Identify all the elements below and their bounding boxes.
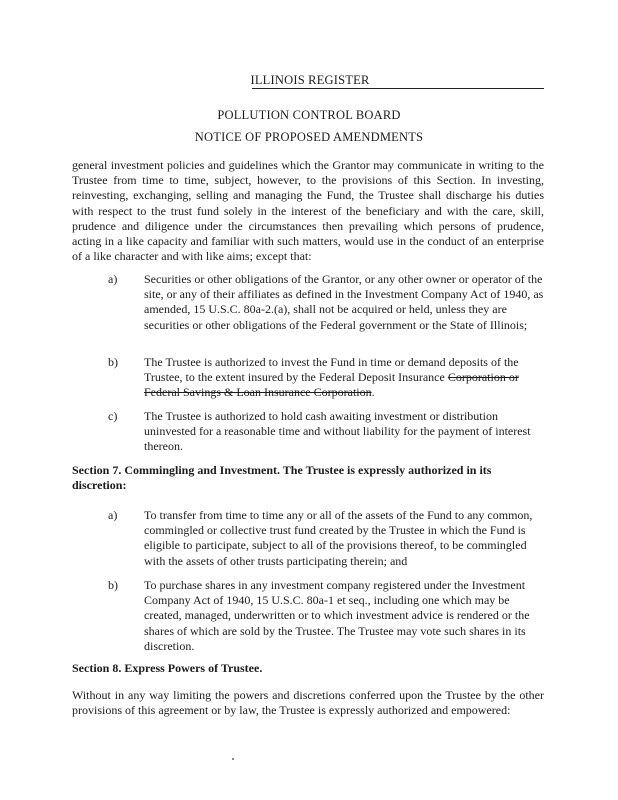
notice-title: NOTICE OF PROPOSED AMENDMENTS — [194, 130, 424, 144]
outro-paragraph: Without in any way limiting the powers and discretions conferred upon the Trustee by the other provisions of this agreement or by law, the Trustee is expressly authorized and empowered: — [72, 688, 544, 718]
item-text — [144, 355, 544, 401]
item-letter: a) — [108, 508, 118, 522]
item-text-main: The Trustee is authorized to invest the Fund in time or demand deposits of the Trustee, to the extent insured by the Federal Deposit Insurance — [144, 355, 519, 385]
struck-text: Corporation or Federal Savings & Loan Insurance Corporation — [144, 370, 519, 400]
register-title: ILLINOIS REGISTER — [250, 73, 370, 87]
item-letter: a) — [108, 272, 118, 286]
item-letter: b) — [108, 355, 118, 369]
item-letter: c) — [108, 409, 118, 423]
board-title: POLLUTION CONTROL BOARD — [217, 108, 401, 122]
section-7-heading: Section 7. Commingling and Investment. The Trustee is expressly authorized in its discretion: — [72, 463, 492, 493]
item-text: The Trustee is authorized to hold cash awaiting investment or distribution uninvested for a reasonable time and without liability for the payment of interest thereon. — [144, 409, 531, 454]
header-rule — [252, 88, 544, 89]
intro-paragraph: general investment policies and guidelines which the Grantor may communicate in writing to the Trustee from time to time, subject, however, to the provisions of this Section. In investing, reinvesting, exchanging, selling and managing the Fund, the Trustee shall discharge his duties with respect to the trust fund solely in the interest of the beneficiary and with the care, skill, prudence and diligence under the circumstances then prevailing which persons of prudence, acting in a like capacity and familiar with such matters, would use in the conduct of an enterprise of a like character and with like aims; except that: — [72, 158, 544, 264]
item-letter: b) — [108, 578, 118, 592]
page-mark — [232, 758, 234, 760]
section-8-heading: Section 8. Express Powers of Trustee. — [72, 661, 263, 675]
item-text: To transfer from time to time any or all of the assets of the Fund to any common, commingled or collective trust fund created by the Trustee in which the Fund is eligible to participate, subject to all of the provisions thereof, to be commingled with the assets of other trusts participating therein; and — [144, 508, 533, 568]
item-text: Securities or other obligations of the Grantor, or any other owner or operator of the site, or any of their affiliates as defined in the Investment Company Act of 1940, as amended, 15 U.S.C. 80a-2.(a), shall not be acquired or held, unless they are securities or other obligations of the Federal government or the State of Illinois; — [144, 272, 544, 332]
item-text-end: . — [371, 385, 375, 400]
item-text: To purchase shares in any investment company registered under the Investment Company Act of 1940, 15 U.S.C. 80a-1 et seq., including one which may be created, managed, underwritten or to which investment advice is rendered or the shares of which are sold by the Trustee. The Trustee may vote such shares in its discretion. — [144, 578, 530, 653]
